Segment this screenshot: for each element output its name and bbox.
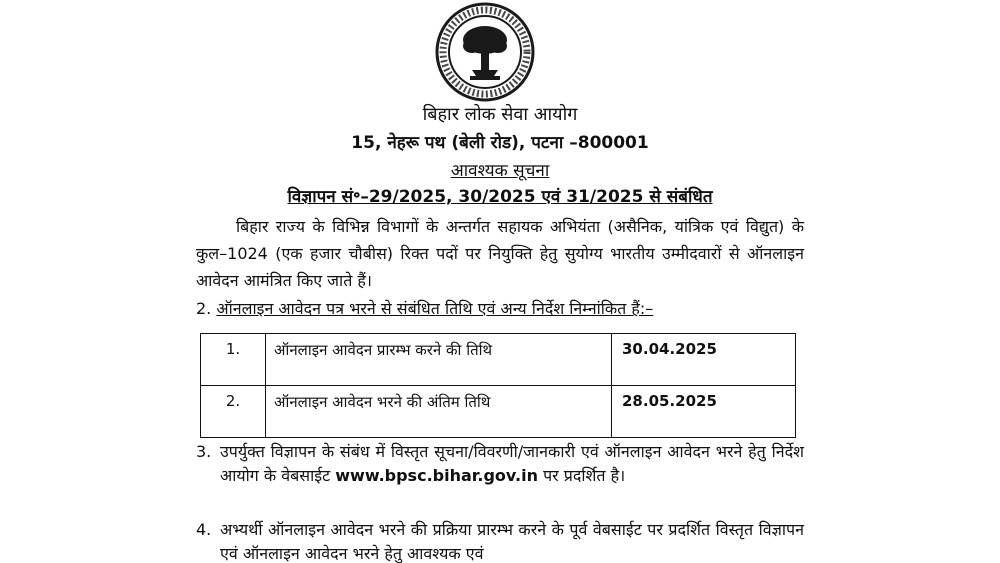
item-4-text: अभ्यर्थी ऑनलाइन आवेदन भरने की प्रक्रिया प्रारम्भ करने के पूर्व वेबसाईट पर प्रदर्शित विस्तृत विज्ञापन एवं ऑनलाइन आवेदन भरने हेतु आवश्यक एवं xyxy=(220,520,804,563)
intro-paragraph: बिहार राज्य के विभिन्न विभागों के अन्तर्गत सहायक अभियंता (असैनिक, यांत्रिक एवं विद्युत) के कुल–1024 (एक हजार चौबीस) रिक्त पदों पर नियुक्ति हेतु सुयोग्य भारतीय उम्मीदवारों से ऑनलाइन आवेदन आमंत्रित किए जाते हैं। xyxy=(196,217,804,290)
row-label: ऑनलाइन आवेदन भरने की अंतिम तिथि xyxy=(266,386,612,438)
table-row xyxy=(201,386,796,438)
section-2-heading xyxy=(196,298,804,320)
org-name: बिहार लोक सेवा आयोग xyxy=(422,104,578,125)
row-label: ऑनलाइन आवेदन प्रारम्भ करने की तिथि xyxy=(266,334,612,386)
item-3-text: उपर्युक्त विज्ञापन के संबंध में विस्तृत सूचना/विवरणी/जानकारी एवं ऑनलाइन आवेदन भरने हेतु निर्देश आयोग के वेबसाईट xyxy=(220,442,804,485)
org-address: 15, नेहरू पथ (बेली रोड), पटना –800001 xyxy=(351,133,649,153)
section-2-number: 2. xyxy=(196,299,212,318)
section-2-text: ऑनलाइन आवेदन पत्र भरने से संबंधित तिथि एवं अन्य निर्देश निम्नांकित हैं:– xyxy=(216,299,654,318)
important-dates-table xyxy=(200,333,796,438)
advertisement-reference: विज्ञापन सं॰–29/2025, 30/2025 एवं 31/2025 से संबंधित xyxy=(287,187,713,207)
item-3-text-end: पर प्रदर्शित है। xyxy=(543,466,626,485)
row-date: 30.04.2025 xyxy=(612,334,796,386)
item-3 xyxy=(196,440,804,488)
bpsc-seal-icon xyxy=(428,2,542,102)
table-row xyxy=(201,334,796,386)
item-3-number: 3. xyxy=(196,442,212,461)
row-date: 28.05.2025 xyxy=(612,386,796,438)
website-link[interactable]: www.bpsc.bihar.gov.in xyxy=(335,466,538,485)
notice-title: आवश्यक सूचना xyxy=(450,161,550,181)
row-number: 2. xyxy=(201,386,266,438)
item-4 xyxy=(196,518,804,563)
item-4-number: 4. xyxy=(196,520,212,539)
row-number: 1. xyxy=(201,334,266,386)
